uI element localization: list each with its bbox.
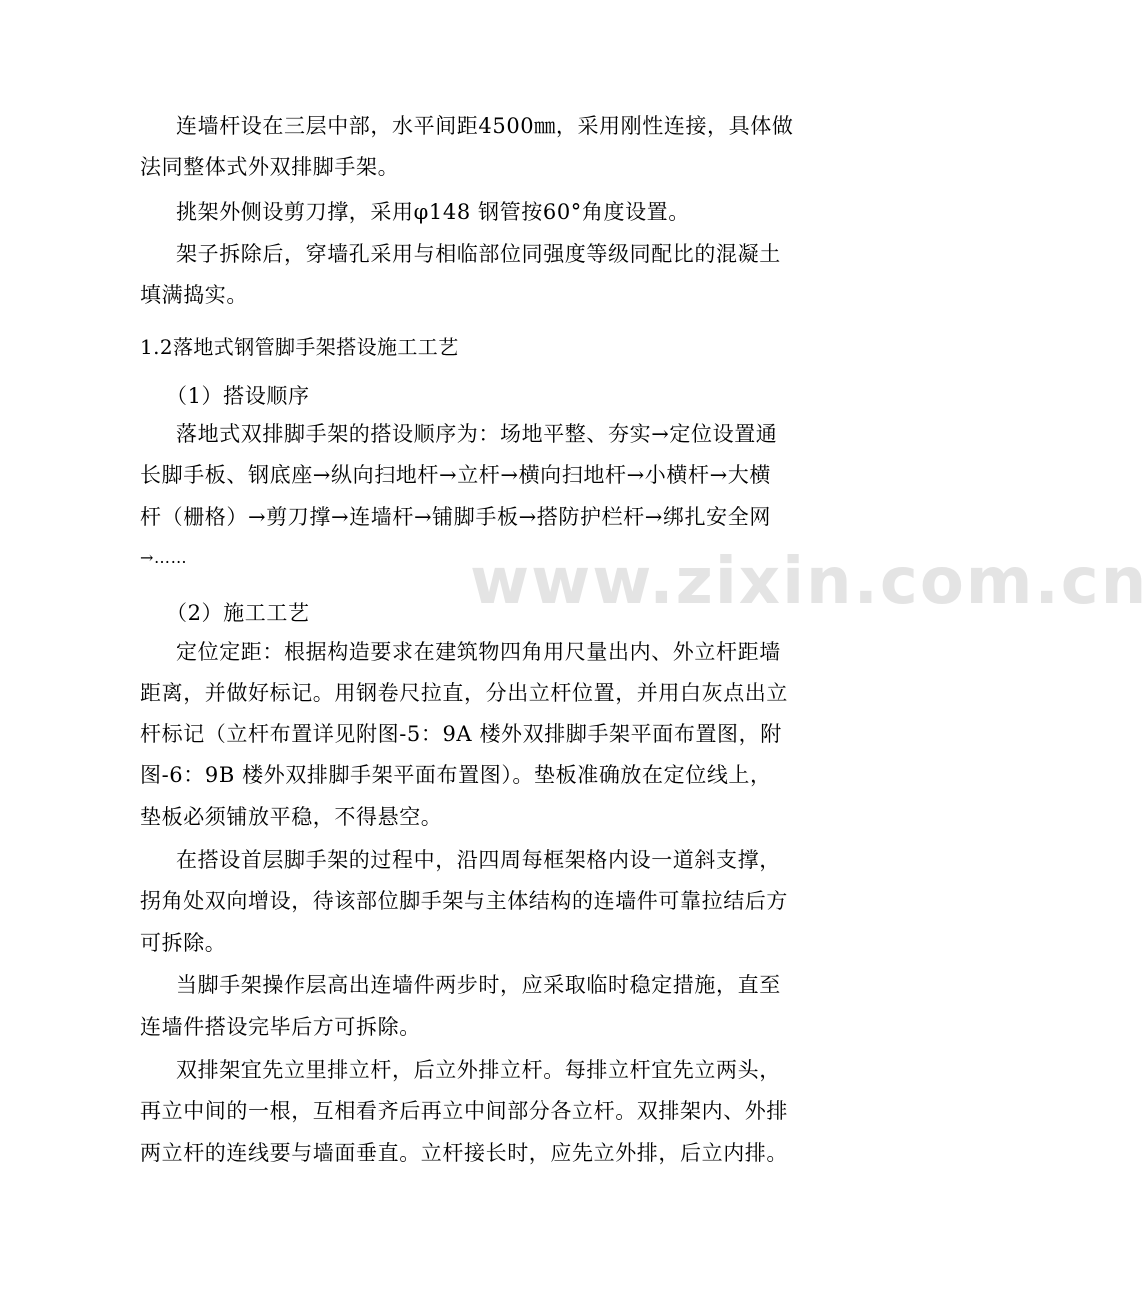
paragraph-line: 拐角处双向增设，待该部位脚手架与主体结构的连墙件可靠拉结后方: [140, 889, 788, 913]
paragraph-line: 长脚手板、钢底座→纵向扫地杆→立杆→横向扫地杆→小横杆→大横: [140, 463, 771, 487]
paragraph-line: 在搭设首层脚手架的过程中，沿四周每框架格内设一道斜支撑，: [176, 848, 781, 872]
paragraph-line: 再立中间的一根，互相看齐后再立中间部分各立杆。双排架内、外排: [140, 1099, 788, 1123]
paragraph-line: 杆标记（立杆布置详见附图-5：9A 楼外双排脚手架平面布置图，附: [140, 722, 782, 746]
paragraph-line: 架子拆除后，穿墙孔采用与相临部位同强度等级同配比的混凝土: [176, 242, 781, 266]
paragraph-line: 定位定距：根据构造要求在建筑物四角用尺量出内、外立杆距墙: [176, 640, 781, 664]
paragraph-line: 双排架宜先立里排立杆，后立外排立杆。每排立杆宜先立两头，: [176, 1058, 781, 1082]
paragraph-line: 填满捣实。: [140, 283, 248, 307]
paragraph-line: 挑架外侧设剪刀撑，采用φ148 钢管按60°角度设置。: [176, 200, 690, 224]
paragraph-line: 距离，并做好标记。用钢卷尺拉直，分出立杆位置，并用白灰点出立: [140, 681, 788, 705]
watermark: www.zixin.com.cn: [470, 545, 1148, 619]
section-heading: 1.2落地式钢管脚手架搭设施工工艺: [140, 335, 459, 359]
paragraph-line: 垫板必须铺放平稳，不得悬空。: [140, 805, 443, 829]
paragraph-line: 可拆除。: [140, 931, 227, 955]
subsection-heading: （1）搭设顺序: [166, 384, 310, 408]
paragraph-line: 落地式双排脚手架的搭设顺序为：场地平整、夯实→定位设置通: [176, 422, 778, 446]
paragraph-line: 图-6：9B 楼外双排脚手架平面布置图）。垫板准确放在定位线上，: [140, 763, 772, 787]
subsection-heading: （2）施工工艺: [166, 601, 310, 625]
paragraph-line: 法同整体式外双排脚手架。: [140, 155, 400, 179]
paragraph-line: 连墙杆设在三层中部，水平间距4500㎜，采用刚性连接，具体做: [176, 114, 794, 138]
paragraph-line: 两立杆的连线要与墙面垂直。立杆接长时，应先立外排，后立内排。: [140, 1141, 788, 1165]
paragraph-line: 杆（栅格）→剪刀撑→连墙杆→铺脚手板→搭防护栏杆→绑扎安全网: [140, 505, 771, 529]
paragraph-line: →……: [140, 548, 188, 567]
paragraph-line: 连墙件搭设完毕后方可拆除。: [140, 1015, 421, 1039]
paragraph-line: 当脚手架操作层高出连墙件两步时，应采取临时稳定措施，直至: [176, 973, 781, 997]
